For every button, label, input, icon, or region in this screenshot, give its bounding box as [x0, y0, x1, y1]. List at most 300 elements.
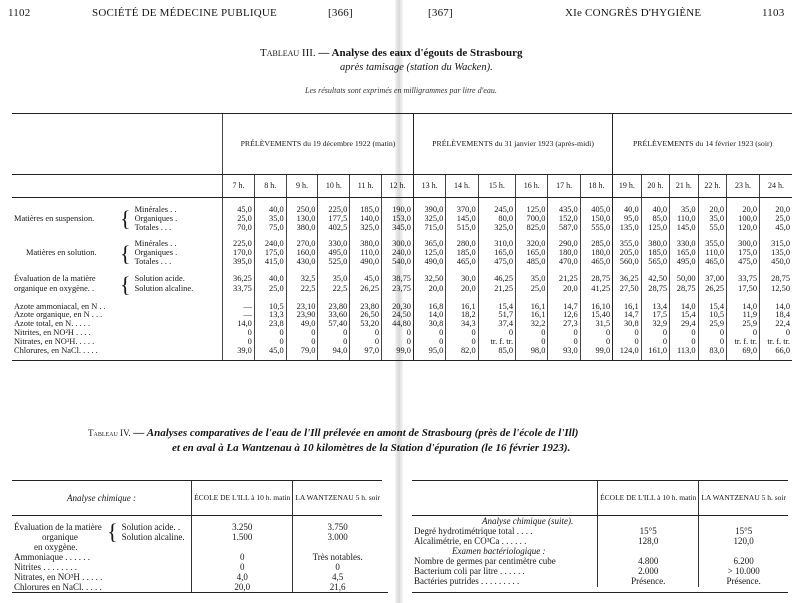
- value-cell: 345,0: [382, 224, 414, 233]
- value-cell: 15,4: [478, 303, 515, 312]
- value-cell: 32,2: [516, 320, 548, 329]
- table-row: [12, 347, 792, 360]
- value-cell: tr. f. tr.: [478, 338, 515, 347]
- value-cell: 12,6: [548, 311, 580, 320]
- table3-units-note: Les résultats sont exprimés en milligrammes par litre d'eau.: [305, 86, 497, 95]
- table4-right-bottom-rule: [412, 592, 788, 593]
- value-cell: 24,50: [382, 311, 414, 320]
- value-cell: 165,0: [478, 249, 515, 258]
- value-cell: 125,0: [413, 249, 445, 258]
- value-cell: 18,2: [446, 311, 478, 320]
- table4-left-bottom-rule: [12, 592, 388, 593]
- value-cell: 325,0: [350, 224, 382, 233]
- value-cell: 35,0: [318, 275, 350, 285]
- hour-header: 15 h.: [478, 175, 515, 198]
- value-cell: 380,0: [641, 240, 669, 249]
- value-cell: 0: [223, 329, 255, 338]
- value-cell: 16,8: [413, 303, 445, 312]
- value-cell: 14,0: [670, 303, 698, 312]
- value-cell: 25,0: [760, 215, 792, 224]
- value-cell: 205,0: [613, 249, 641, 258]
- value-cell: 28,75: [580, 275, 612, 285]
- value-cell: 4,5: [293, 572, 382, 582]
- value-cell: 75,0: [254, 224, 286, 233]
- value-cell: 41,25: [580, 285, 612, 295]
- table4-col-ecole-ill: ÉCOLE DE L'ILL à 10 h. matin: [192, 481, 293, 516]
- value-cell: 31,5: [580, 320, 612, 329]
- value-cell: 470,0: [548, 258, 580, 267]
- value-cell: 450,0: [760, 258, 792, 267]
- row-label: Solution acide.: [134, 273, 185, 283]
- table-row: [12, 522, 382, 532]
- value-cell: 0: [580, 329, 612, 338]
- value-cell: 0: [727, 329, 760, 338]
- value-cell: 25,9: [727, 320, 760, 329]
- value-cell: 80,0: [478, 215, 515, 224]
- value-cell: 21,25: [548, 275, 580, 285]
- hour-header: 12 h.: [382, 175, 414, 198]
- hour-header: 22 h.: [698, 175, 726, 198]
- table-row: [12, 572, 382, 582]
- value-cell: 0: [286, 329, 318, 338]
- table3-group-header: PRÉLÈVEMENTS du 31 janvier 1923 (après-midi): [413, 114, 612, 175]
- table4-title-line1: [88, 427, 578, 439]
- value-cell: 185,0: [446, 249, 478, 258]
- row-label: Nombre de germes par centimètre cube: [414, 556, 556, 567]
- value-cell: 0: [192, 552, 293, 562]
- value-cell: 525,0: [318, 258, 350, 267]
- value-cell: 17,5: [641, 311, 669, 320]
- value-cell: 29,4: [670, 320, 698, 329]
- value-cell: 100,0: [727, 215, 760, 224]
- value-cell: 320,0: [516, 240, 548, 249]
- table-row: [12, 552, 382, 562]
- value-cell: 35,0: [670, 206, 698, 215]
- right-bracket-number: [367]: [428, 7, 453, 19]
- value-cell: 4.800: [598, 556, 699, 566]
- value-cell: 380,0: [350, 240, 382, 249]
- hour-header: 11 h.: [350, 175, 382, 198]
- value-cell: 21,25: [478, 285, 515, 295]
- value-cell: 20,0: [548, 285, 580, 295]
- table4-left-table: [12, 480, 382, 593]
- value-cell: 36,25: [223, 275, 255, 285]
- value-cell: 69,0: [727, 347, 760, 360]
- value-cell: 33,60: [318, 311, 350, 320]
- value-cell: 16,1: [446, 303, 478, 312]
- left-bracket-number: [366]: [328, 7, 353, 19]
- table3-group-header: PRÉLÈVEMENTS du 19 décembre 1922 (matin): [223, 114, 414, 175]
- value-cell: 300,0: [727, 240, 760, 249]
- value-cell: 20,30: [382, 303, 414, 312]
- row-group-label: organique en oxygène. .: [14, 283, 95, 293]
- row-label: Totales . . .: [134, 257, 172, 267]
- value-cell: 120,0: [727, 224, 760, 233]
- value-cell: 565,0: [641, 258, 669, 267]
- value-cell: 30,8: [613, 320, 641, 329]
- table-row: [12, 532, 382, 542]
- value-cell: 120,0: [699, 536, 788, 546]
- value-cell: 25,0: [516, 285, 548, 295]
- value-cell: 20,0: [727, 206, 760, 215]
- value-cell: 32,5: [286, 275, 318, 285]
- value-cell: 113,0: [670, 347, 698, 360]
- value-cell: 14,0: [727, 303, 760, 312]
- value-cell: 45,0: [760, 224, 792, 233]
- value-cell: 190,0: [382, 206, 414, 215]
- value-cell: 161,0: [641, 347, 669, 360]
- row-label: Nitrates, en NO³H. . . . .: [14, 336, 95, 346]
- value-cell: 0: [580, 338, 612, 347]
- value-cell: 285,0: [580, 240, 612, 249]
- value-cell: 32,9: [641, 320, 669, 329]
- hour-header: 20 h.: [641, 175, 669, 198]
- value-cell: 250,0: [286, 206, 318, 215]
- value-cell: 0: [516, 329, 548, 338]
- value-cell: 36,25: [613, 275, 641, 285]
- value-cell: 85,0: [641, 215, 669, 224]
- value-cell: 23,10: [286, 303, 318, 312]
- value-cell: 495,0: [318, 249, 350, 258]
- value-cell: 16,1: [516, 311, 548, 320]
- value-cell: 30,0: [446, 275, 478, 285]
- value-cell: 18,4: [760, 311, 792, 320]
- value-cell: 0: [698, 329, 726, 338]
- row-group-label: Matières en solution.: [26, 248, 97, 258]
- value-cell: 13,3: [254, 311, 286, 320]
- value-cell: 485,0: [516, 258, 548, 267]
- table-row: [12, 542, 382, 552]
- value-cell: 23,80: [350, 303, 382, 312]
- value-cell: 1.500: [192, 532, 293, 542]
- value-cell: 165,0: [516, 249, 548, 258]
- value-cell: 34,3: [446, 320, 478, 329]
- row-label: Nitrites, en NO²H . . . .: [14, 328, 91, 338]
- value-cell: 0: [350, 329, 382, 338]
- value-cell: 15,4: [670, 311, 698, 320]
- value-cell: 0: [446, 338, 478, 347]
- value-cell: 225,0: [223, 240, 255, 249]
- table4-right-header-blank: [412, 481, 598, 516]
- value-cell: 0: [698, 338, 726, 347]
- value-cell: 23,80: [318, 303, 350, 312]
- value-cell: 85,0: [478, 347, 515, 360]
- table4-label: Tableau IV.: [88, 428, 131, 438]
- value-cell: 153,0: [382, 215, 414, 224]
- value-cell: 180,0: [580, 249, 612, 258]
- value-cell: 22,5: [318, 285, 350, 295]
- row-label: Bacterium coli par litre . . . . . .: [414, 566, 525, 577]
- value-cell: 175,0: [254, 249, 286, 258]
- table4-right-header-row: [412, 481, 788, 516]
- value-cell: 128,0: [598, 536, 699, 546]
- value-cell: 20,0: [760, 206, 792, 215]
- value-cell: 32,50: [413, 275, 445, 285]
- value-cell: 0: [318, 338, 350, 347]
- value-cell: 540,0: [382, 258, 414, 267]
- hour-header: 8 h.: [254, 175, 286, 198]
- value-cell: 315,0: [760, 240, 792, 249]
- value-cell: 0: [613, 338, 641, 347]
- value-cell: 28,75: [641, 285, 669, 295]
- table-row: [12, 562, 382, 572]
- hour-header: 10 h.: [318, 175, 350, 198]
- row-label: Nitrates, en NO³H . . . . .: [14, 572, 103, 583]
- value-cell: 16,1: [516, 303, 548, 312]
- value-cell: 50,00: [670, 275, 698, 285]
- value-cell: 330,0: [318, 240, 350, 249]
- value-cell: 0: [192, 562, 293, 572]
- table-row: [412, 556, 788, 566]
- value-cell: 35,0: [698, 215, 726, 224]
- value-cell: 555,0: [580, 224, 612, 233]
- row-label: Azote total, en N. . . . .: [14, 319, 91, 329]
- value-cell: 23,75: [382, 285, 414, 295]
- table4-left-header-row: [12, 481, 382, 516]
- value-cell: 6.200: [699, 556, 788, 566]
- value-cell: 99,0: [580, 347, 612, 360]
- value-cell: 10,5: [698, 311, 726, 320]
- table3-group-header: PRÉLÈVEMENTS du 14 février 1923 (soir): [613, 114, 792, 175]
- value-cell: 82,0: [446, 347, 478, 360]
- value-cell: 370,0: [446, 206, 478, 215]
- row-label: Minérales . .: [134, 239, 177, 249]
- row-label: Azote organique, en N . . .: [14, 310, 103, 320]
- table4-right-table: [412, 480, 788, 587]
- value-cell: 0: [548, 329, 580, 338]
- value-cell: 53,20: [350, 320, 382, 329]
- value-cell: 3.000: [293, 532, 382, 542]
- value-cell: 125,0: [641, 224, 669, 233]
- value-cell: 145,0: [446, 215, 478, 224]
- value-cell: 110,0: [350, 249, 382, 258]
- value-cell: 430,0: [286, 258, 318, 267]
- value-cell: 93,0: [548, 347, 580, 360]
- hour-header: 21 h.: [670, 175, 698, 198]
- hour-header: 24 h.: [760, 175, 792, 198]
- value-cell: 3.250: [192, 522, 293, 532]
- value-cell: 0: [254, 338, 286, 347]
- table3-label-header: [12, 175, 223, 198]
- value-cell: 35,0: [254, 215, 286, 224]
- value-cell: 0: [760, 329, 792, 338]
- table-row: [412, 536, 788, 546]
- value-cell: 0: [382, 329, 414, 338]
- value-cell: 39,0: [223, 347, 255, 360]
- value-cell: 37,00: [698, 275, 726, 285]
- brace-glyph: {: [120, 206, 131, 232]
- brace-glyph: {: [120, 271, 131, 297]
- table-row: [412, 516, 788, 527]
- brace-glyph: {: [120, 240, 131, 266]
- hour-header: 13 h.: [413, 175, 445, 198]
- row-label: Organiques .: [134, 248, 178, 258]
- value-cell: 21,6: [293, 582, 382, 592]
- table4-title-line2: et en aval à La Wantzenau à 10 kilomètres de la Station d'épuration (le 16 février 1923).: [172, 442, 571, 454]
- value-cell: 12,50: [760, 285, 792, 295]
- value-cell: 0: [670, 329, 698, 338]
- value-cell: 13,4: [641, 303, 669, 312]
- value-cell: > 10.000: [699, 566, 788, 576]
- hour-header: 14 h.: [446, 175, 478, 198]
- value-cell: 3.750: [293, 522, 382, 532]
- value-cell: 40,0: [254, 206, 286, 215]
- right-page-number: 1103: [762, 7, 785, 19]
- value-cell: 110,0: [698, 249, 726, 258]
- table3-sewage-analysis: [12, 113, 792, 361]
- value-cell: 150,0: [580, 215, 612, 224]
- value-cell: tr. f. tr.: [760, 338, 792, 347]
- value-cell: 11,9: [727, 311, 760, 320]
- value-cell: 99,0: [382, 347, 414, 360]
- value-cell: 14,7: [548, 303, 580, 312]
- value-cell: 20,0: [413, 285, 445, 295]
- value-cell: 44,80: [382, 320, 414, 329]
- value-cell: 45,0: [350, 275, 382, 285]
- table-row: [412, 566, 788, 576]
- table-row: [412, 526, 788, 536]
- value-cell: 355,0: [613, 240, 641, 249]
- table3-hours-row: [12, 175, 792, 198]
- value-cell: 465,0: [446, 258, 478, 267]
- value-cell: 165,0: [670, 249, 698, 258]
- table4-left-heading: Analyse chimique :: [12, 481, 192, 516]
- eval-label-line2: organique: [42, 532, 78, 543]
- value-cell: 25,0: [254, 285, 286, 295]
- value-cell: 185,0: [350, 206, 382, 215]
- value-cell: 33,75: [727, 275, 760, 285]
- hour-header: 7 h.: [223, 175, 255, 198]
- table3-label: Tableau III.: [260, 47, 316, 59]
- value-cell: 700,0: [516, 215, 548, 224]
- value-cell: 170,0: [223, 249, 255, 258]
- value-cell: 110,0: [670, 215, 698, 224]
- value-cell: 465,0: [580, 258, 612, 267]
- value-cell: 35,0: [516, 275, 548, 285]
- value-cell: 70,0: [223, 224, 255, 233]
- value-cell: 490,0: [350, 258, 382, 267]
- row-group-label: Matières en suspension.: [14, 213, 95, 223]
- value-cell: 27,50: [613, 285, 641, 295]
- value-cell: 0: [641, 338, 669, 347]
- value-cell: 27,3: [548, 320, 580, 329]
- row-group-label: Évaluation de la matière: [14, 273, 96, 283]
- value-cell: 37,4: [478, 320, 515, 329]
- value-cell: 240,0: [254, 240, 286, 249]
- value-cell: 38,75: [382, 275, 414, 285]
- value-cell: 28,75: [670, 285, 698, 295]
- value-cell: 175,0: [727, 249, 760, 258]
- value-cell: 95,0: [613, 215, 641, 224]
- value-cell: 0: [516, 338, 548, 347]
- value-cell: 83,0: [698, 347, 726, 360]
- value-cell: 20,0: [192, 582, 293, 592]
- value-cell: 825,0: [516, 224, 548, 233]
- table-row: [12, 320, 792, 329]
- brace-glyph: {: [107, 519, 118, 544]
- row-label: Azote ammoniacal, en N . .: [14, 301, 106, 311]
- value-cell: 49,0: [286, 320, 318, 329]
- value-cell: 26,50: [350, 311, 382, 320]
- value-cell: 240,0: [382, 249, 414, 258]
- table4-col-wantzenau: LA WANTZENAU 5 h. soir: [293, 481, 382, 516]
- value-cell: 415,0: [254, 258, 286, 267]
- table4-right-heading: Analyse chimique (suite).: [482, 516, 574, 526]
- hour-header: 17 h.: [548, 175, 580, 198]
- value-cell: 14,0: [760, 303, 792, 312]
- value-cell: 45,0: [223, 206, 255, 215]
- row-label: Solution alcaline.: [121, 532, 185, 543]
- value-cell: Présence.: [699, 576, 788, 586]
- value-cell: 57,40: [318, 320, 350, 329]
- value-cell: 0: [670, 338, 698, 347]
- value-cell: 79,0: [286, 347, 318, 360]
- value-cell: 40,0: [254, 275, 286, 285]
- value-cell: 42,50: [641, 275, 669, 285]
- value-cell: —: [223, 311, 255, 320]
- value-cell: 0: [223, 338, 255, 347]
- value-cell: —: [223, 303, 255, 312]
- value-cell: 160,0: [286, 249, 318, 258]
- row-label: Solution acide. .: [121, 522, 181, 532]
- row-label: Totales . . .: [134, 222, 172, 232]
- row-label: Alcalimétrie, en CO³Ca . . . . . .: [414, 536, 527, 547]
- value-cell: 40,0: [641, 206, 669, 215]
- value-cell: 0: [254, 329, 286, 338]
- value-cell: 4,0: [192, 572, 293, 582]
- hour-header: 9 h.: [286, 175, 318, 198]
- value-cell: 124,0: [613, 347, 641, 360]
- table-row: [412, 576, 788, 586]
- value-cell: 20,0: [446, 285, 478, 295]
- value-cell: 152,0: [548, 215, 580, 224]
- value-cell: 45,0: [254, 347, 286, 360]
- value-cell: 325,0: [413, 215, 445, 224]
- table3-title-text: — Analyse des eaux d'égouts de Strasbourg: [318, 47, 523, 59]
- value-cell: 15°5: [598, 526, 699, 536]
- table3-group-header-row: [12, 114, 792, 175]
- value-cell: 22,5: [286, 285, 318, 295]
- value-cell: 140,0: [350, 215, 382, 224]
- value-cell: Présence.: [598, 576, 699, 586]
- row-label: Degré hydrotimétrique total . . . .: [414, 526, 533, 537]
- table-row: [12, 329, 792, 338]
- value-cell: 290,0: [548, 240, 580, 249]
- value-cell: 380,0: [286, 224, 318, 233]
- table-row: [412, 546, 788, 556]
- value-cell: tr. f. tr.: [727, 338, 760, 347]
- value-cell: 715,0: [413, 224, 445, 233]
- value-cell: 0: [413, 338, 445, 347]
- value-cell: 26,25: [698, 285, 726, 295]
- value-cell: 51,7: [478, 311, 515, 320]
- value-cell: 28,75: [760, 275, 792, 285]
- row-label: Solution alcaline.: [134, 283, 194, 293]
- table3-label-header: [12, 114, 223, 175]
- value-cell: 0: [613, 329, 641, 338]
- value-cell: 180,0: [548, 249, 580, 258]
- row-label: Bactéries putrides . . . . . . . . .: [414, 576, 520, 587]
- value-cell: 0: [293, 562, 382, 572]
- value-cell: 15°5: [699, 526, 788, 536]
- value-cell: 0: [286, 338, 318, 347]
- value-cell: 0: [413, 329, 445, 338]
- table4-title-text-a: — Analyses comparatives de l'eau de l'Ill prélevée en amont de Strasbourg (près de l'école de l'Ill): [133, 427, 579, 439]
- row-label: Organiques .: [134, 213, 178, 223]
- value-cell: 130,0: [286, 215, 318, 224]
- value-cell: 325,0: [478, 224, 515, 233]
- right-running-title: XIe CONGRÈS D'HYGIÈNE: [565, 7, 702, 19]
